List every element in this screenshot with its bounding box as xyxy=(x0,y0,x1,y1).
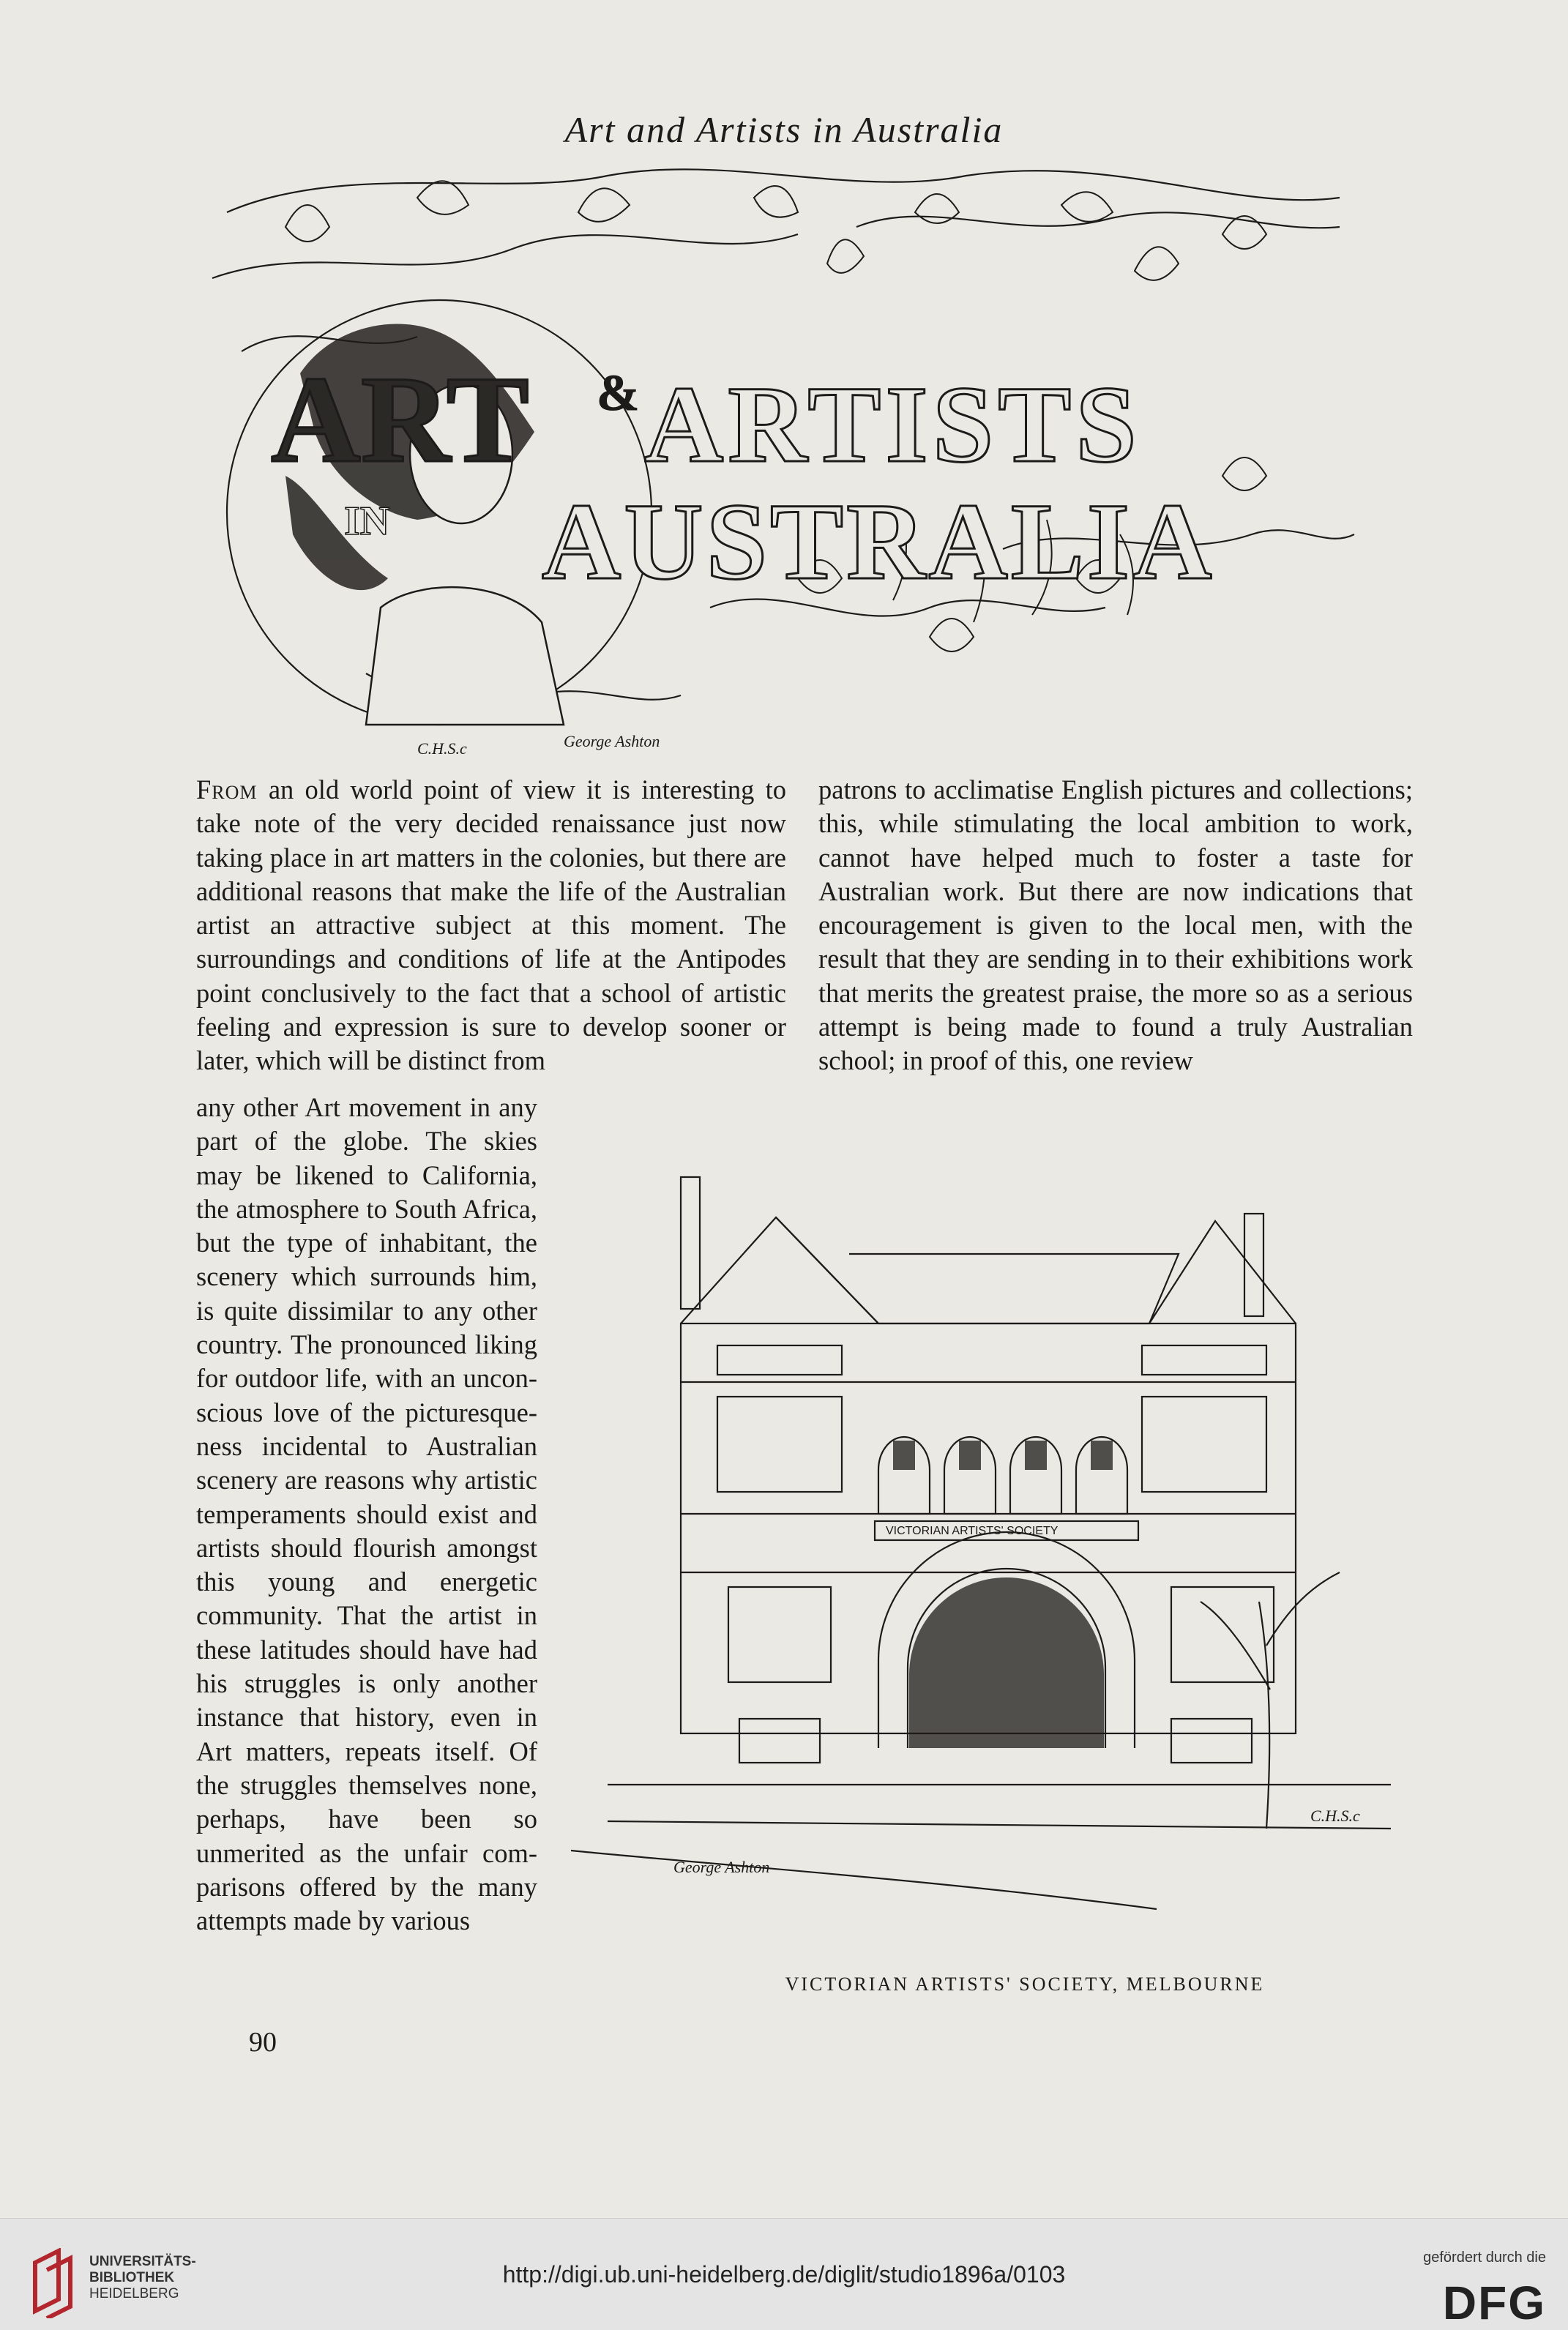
headpiece-title-artists: ARTISTS xyxy=(644,364,1141,485)
library-name-line2: BIBLIOTHEK xyxy=(89,2270,175,2285)
viewer-footer xyxy=(0,2218,1568,2330)
headpiece-title-art: ART xyxy=(271,351,529,488)
page-number: 90 xyxy=(249,2027,277,2058)
body-column-left-narrow: any other Art movement in any part of the globe. The skies may be likened to California, the atmosphere to South Africa, but the type of inhabitant, the scenery which surrounds him, is quite dissimilar to any other country. The pronounced liking for outdoor life, with an unconscious love of the picturesqueness incidental to Australian scenery are reasons why artistic temperaments should exist and artists should flourish amongst this young and energetic community. That the artist in these latitudes should have had his struggles is only another instance that history, even in Art matters, repeats itself. Of the struggles themselves none, perhaps, have been so unmerited as the unfair comparisons offered by the many attempts made by various xyxy=(196,1092,537,1936)
headpiece-figure-body xyxy=(366,587,564,725)
body-column-right-top: patrons to acclimatise English pictures and collections; this, while stimulating the local ambition to work, cannot have helped much to foster a taste for Australian work. But there are now indications that encouragement is given to the local men, with the result that they are sending in to their exhibitions work that merits the greatest praise, the more so as a serious attempt is being made to found a truly Australian school; in proof of this, one review xyxy=(818,774,1413,1076)
building-sign-text: VICTORIAN ARTISTS' SOCIETY xyxy=(886,1525,1059,1537)
running-title: Art and Artists in Australia xyxy=(564,109,1004,150)
headpiece-illustration xyxy=(198,168,1369,769)
body-column-left-top xyxy=(196,773,786,1078)
headpiece-title-australia: AUSTRALIA xyxy=(542,481,1215,602)
permalink-url[interactable]: http://digi.ub.uni-heidelberg.de/diglit/studio1896a/0103 xyxy=(502,2261,1066,2288)
headpiece-title-amp: & xyxy=(597,365,640,422)
headpiece-engraver-mark: C.H.S.c xyxy=(417,739,467,758)
library-name-line1: UNIVERSITÄTS- xyxy=(89,2254,196,2269)
library-name-line3: HEIDELBERG xyxy=(89,2286,179,2301)
illustration-engraver-mark: C.H.S.c xyxy=(1310,1807,1360,1825)
headpiece-artist-signature: George Ashton xyxy=(564,732,660,750)
building-illustration xyxy=(571,1133,1413,1968)
illustration-artist-signature: George Ashton xyxy=(673,1858,770,1876)
dropcap-word: From xyxy=(196,774,258,804)
dfg-logo: DFG xyxy=(1442,2277,1546,2329)
illustration-caption: VICTORIAN ARTISTS' SOCIETY, MELBOURNE xyxy=(785,1974,1265,1995)
body-paragraph-left-top: an old world point of view it is interesting to take note of the very decided renaissance just now taking place in art matters in the colonies, but there are additional reasons that make the life of the Australian artist an attractive subject at this moment. The surroundings and conditions of life at the Antipodes point conclusively to the fact that a school of artistic feeling and expression is sure to develop sooner or later, which will be distinct from xyxy=(196,774,786,1076)
funding-label: gefördert durch die xyxy=(1423,2249,1546,2266)
headpiece-title-in: IN xyxy=(344,499,390,544)
